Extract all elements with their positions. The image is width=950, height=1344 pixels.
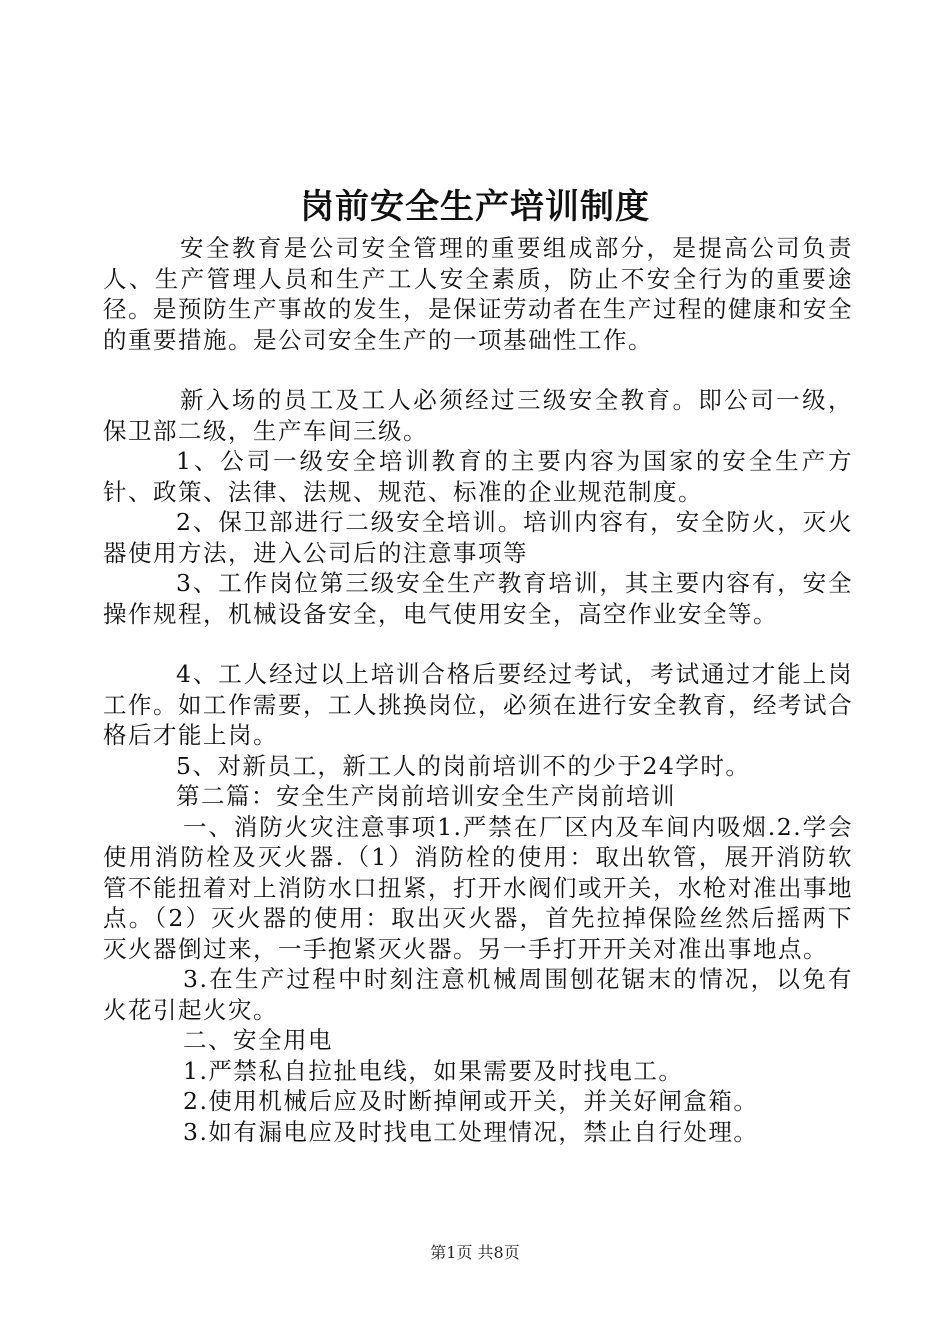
document-title: 岗前安全生产培训制度	[300, 187, 650, 227]
paragraph-section-two-heading: 第二篇：安全生产岗前培训安全生产岗前培训	[176, 782, 676, 810]
paragraph-item-4: 4、工人经过以上培训合格后要经过考试，考试通过才能上岗工作。如工作需要，工人挑换岗位，必须在进行安全教育，经考试合格后才能上岗。	[103, 660, 853, 749]
paragraph-intro: 安全教育是公司安全管理的重要组成部分，是提高公司负责人、生产管理人员和生产工人安全素质，防止不安全行为的重要途径。是预防生产事故的发生，是保证劳动者在生产过程的健康和安全的重要措施。是公司安全生产的一项基础性工作。	[103, 234, 853, 354]
paragraph-fire-safety: 一、消防火灾注意事项1.严禁在厂区内及车间内吸烟.2.学会使用消防栓及灭火器.（1）消防栓的使用：取出软管，展开消防软管不能扭着对上消防水口扭紧，打开水阀们或开关，水枪对准出事地点。（2）灭火器的使用：取出灭火器，首先拉掉保险丝然后摇两下灭火器倒过来，一手抱紧灭火器。另一手打开开关对准出事地点。	[103, 812, 853, 963]
paragraph-item-3: 3、工作岗位第三级安全生产教育培训，其主要内容有，安全操作规程，机械设备安全，电气使用安全，高空作业安全等。	[103, 569, 853, 628]
paragraph-fire-safety-3: 3.在生产过程中时刻注意机械周围刨花锯末的情况，以免有火花引起火灾。	[103, 965, 853, 1024]
paragraph-electric-1: 1.严禁私自拉扯电线，如果需要及时找电工。	[183, 1056, 684, 1085]
page-footer: 第1页 共8页	[430, 1243, 520, 1262]
paragraph-electric-3: 3.如有漏电应及时找电工处理情况，禁止自行处理。	[183, 1117, 759, 1146]
paragraph-electric-2: 2.使用机械后应及时断掉闸或开关，并关好闸盒箱。	[183, 1087, 759, 1115]
paragraph-gap	[103, 629, 853, 659]
document-body	[103, 233, 853, 1147]
paragraph-item-1: 1、公司一级安全培训教育的主要内容为国家的安全生产方针、政策、法律、法规、规范、标准的企业规范制度。	[103, 447, 853, 506]
paragraph-gap	[103, 355, 853, 385]
paragraph-three-level-education: 新入场的员工及工人必须经过三级安全教育。即公司一级，保卫部二级，生产车间三级。	[103, 386, 853, 445]
paragraph-item-2: 2、保卫部进行二级安全培训。培训内容有，安全防火，灭火器使用方法，进入公司后的注意事项等	[103, 508, 853, 567]
paragraph-item-5: 5、对新员工，新工人的岗前培训不的少于24学时。	[176, 751, 751, 780]
paragraph-electric-heading: 二、安全用电	[183, 1026, 333, 1054]
